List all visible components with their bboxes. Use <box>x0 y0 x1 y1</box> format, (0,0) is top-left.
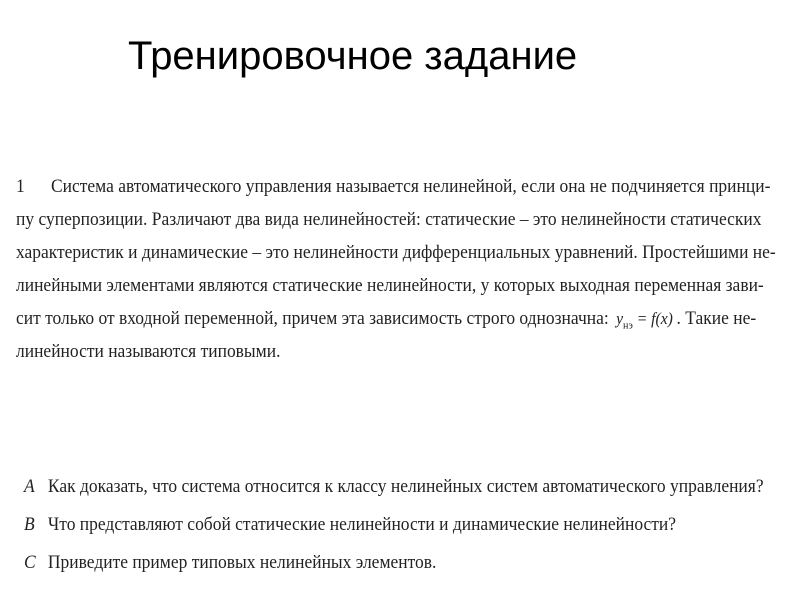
task-line <box>16 302 757 335</box>
question-letter: C <box>24 552 36 573</box>
question-letter: A <box>24 476 35 497</box>
question-text: Приведите пример типовых нелинейных элементов. <box>47 552 437 573</box>
task-line-text: Система автоматического управления называется нелинейной, если она не подчиняется принци- <box>50 176 771 197</box>
task-line <box>16 170 771 203</box>
task-number: 1 <box>16 176 25 197</box>
question-item <box>24 506 732 544</box>
question-text: Что представляют собой статические нелинейности и динамические нелинейности? <box>47 514 677 535</box>
formula <box>616 309 673 332</box>
task-line-text: . Такие не- <box>676 308 757 329</box>
slide-title: Тренировочное задание <box>128 34 578 78</box>
formula-subscript: нэ <box>623 319 633 332</box>
task-line: линейности называются типовыми. <box>16 341 281 362</box>
task-text <box>16 170 776 368</box>
task-line: линейными элементами являются статические нелинейности, у которых выходная переменная зави- <box>16 275 764 296</box>
task-line: пу суперпозиции. Различают два вида нелинейностей: статические – это нелинейности статических <box>16 209 762 230</box>
formula-rest: = f(x) <box>636 309 673 328</box>
question-letter: B <box>24 514 35 535</box>
question-item <box>24 544 732 582</box>
question-text: Как доказать, что система относится к классу нелинейных систем автоматического управления? <box>47 476 764 497</box>
questions-list <box>24 468 764 582</box>
formula-var: y <box>616 309 624 328</box>
question-item <box>24 468 764 506</box>
task-line: характеристик и динамические – это нелинейности дифференциальных уравнений. Простейшими не- <box>16 242 776 263</box>
task-line-text: сит только от входной переменной, причем эта зависимость строго однозначна: <box>16 308 609 329</box>
